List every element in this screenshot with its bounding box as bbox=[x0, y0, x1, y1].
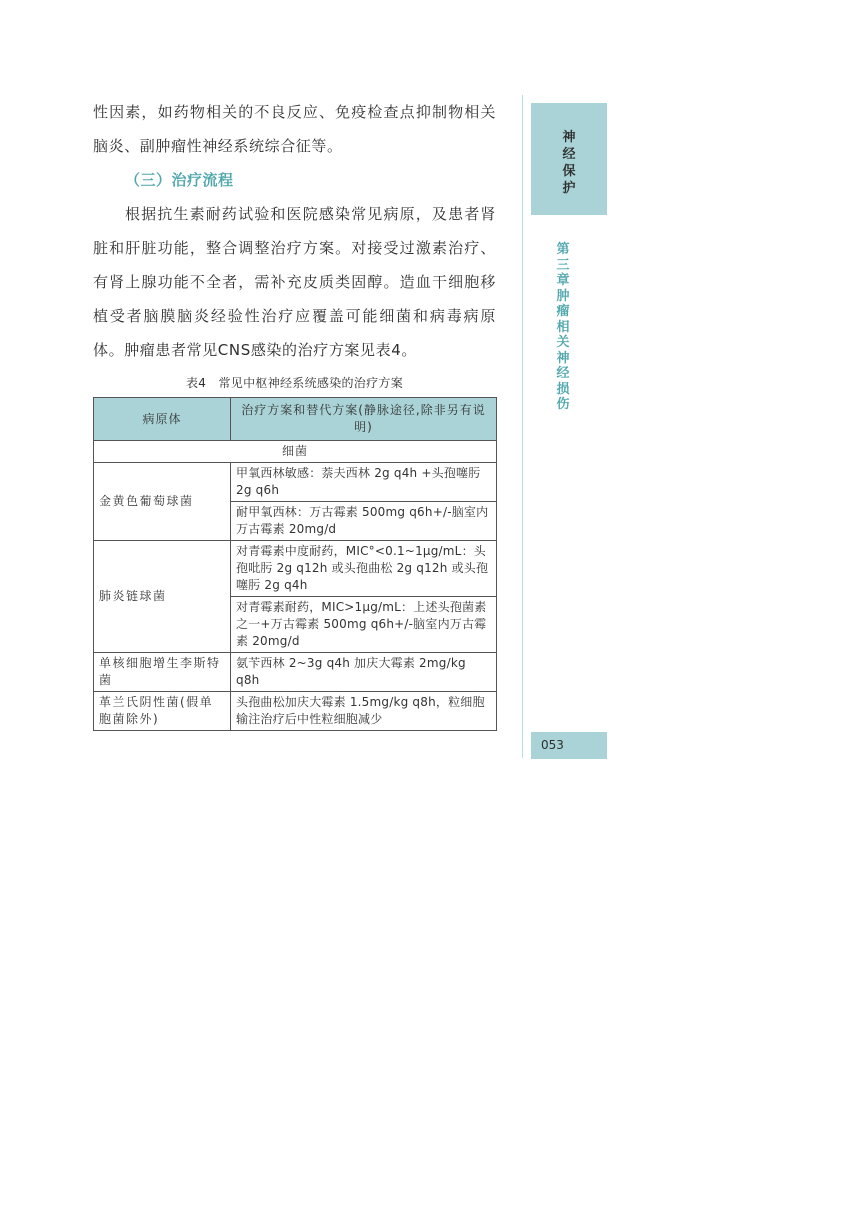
pathogen-cell: 革兰氏阴性菌(假单胞菌除外) bbox=[94, 692, 231, 731]
paragraph-1: 性因素，如药物相关的不良反应、免疫检查点抑制物相关脑炎、副肿瘤性神经系统综合征等。 bbox=[93, 103, 496, 155]
header-pathogen: 病原体 bbox=[94, 398, 231, 441]
regimen-cell: 头孢曲松加庆大霉素 1.5mg/kg q8h，粒细胞输注治疗后中性粒细胞减少 bbox=[231, 692, 497, 731]
table-row bbox=[94, 541, 497, 597]
pathogen-cell: 单核细胞增生李斯特菌 bbox=[94, 653, 231, 692]
chapter-tab bbox=[531, 103, 607, 215]
regimen-cell: 对青霉素中度耐药，MIC°<0.1~1μg/mL：头孢吡肟 2g q12h 或头孢曲松 2g q12h 或头孢噻肟 2g q4h bbox=[231, 541, 497, 597]
treatment-table bbox=[93, 397, 497, 731]
section-row bbox=[94, 441, 497, 463]
paragraph-2: 根据抗生素耐药试验和医院感染常见病原，及患者肾脏和肝脏功能，整合调整治疗方案。对接受过激素治疗、有肾上腺功能不全者，需补充皮质类固醇。造血干细胞移植受者脑膜脑炎经验性治疗应覆盖可能细菌和病毒病原体。肿瘤患者常见CNS感染的治疗方案见表4。 bbox=[93, 205, 496, 359]
regimen-cell: 甲氧西林敏感：萘夫西林 2g q4h +头孢噻肟 2g q6h bbox=[231, 463, 497, 502]
chapter-title: 第三章 肿瘤相关神经损伤 bbox=[556, 242, 570, 412]
table-caption: 表4 常见中枢神经系统感染的治疗方案 bbox=[185, 376, 404, 390]
table-row bbox=[94, 463, 497, 502]
section-bacteria: 细菌 bbox=[94, 441, 497, 463]
pathogen-cell: 金黄色葡萄球菌 bbox=[94, 463, 231, 541]
chapter-tab-label: 神经保护 bbox=[562, 130, 576, 196]
regimen-cell: 氨苄西林 2~3g q4h 加庆大霉素 2mg/kg q8h bbox=[231, 653, 497, 692]
margin-divider bbox=[522, 95, 523, 758]
section-heading: （三）治疗流程 bbox=[125, 171, 234, 189]
table-row bbox=[94, 692, 497, 731]
pathogen-cell: 肺炎链球菌 bbox=[94, 541, 231, 653]
regimen-cell: 对青霉素耐药，MIC>1μg/mL：上述头孢菌素之一+万古霉素 500mg q6h+/-脑室内万古霉素 20mg/d bbox=[231, 597, 497, 653]
table-header-row bbox=[94, 398, 497, 441]
main-content bbox=[93, 95, 496, 731]
page-number: 053 bbox=[531, 732, 607, 759]
table-row bbox=[94, 653, 497, 692]
header-regimen: 治疗方案和替代方案(静脉途径,除非另有说明) bbox=[231, 398, 497, 441]
regimen-cell: 耐甲氧西林：万古霉素 500mg q6h+/-脑室内万古霉素 20mg/d bbox=[231, 502, 497, 541]
